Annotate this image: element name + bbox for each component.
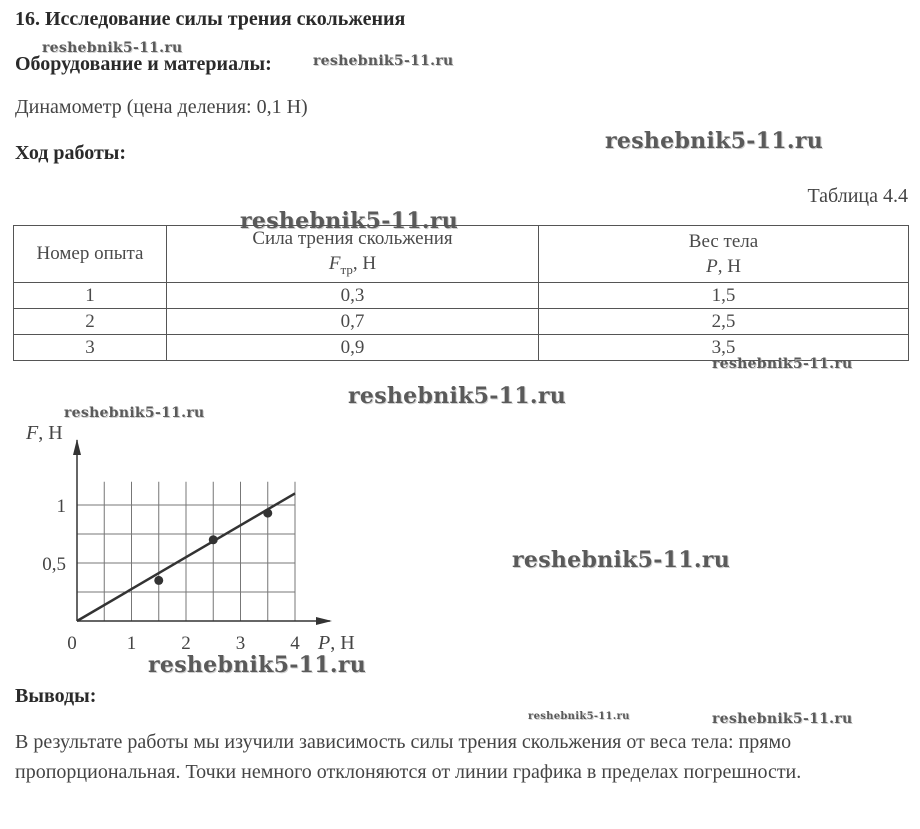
x-axis-label: P, Н (318, 632, 355, 654)
equipment-heading: Оборудование и материалы: (15, 53, 272, 75)
watermark: reshebnik5-11.ru (240, 208, 459, 234)
x-tick-label: 2 (181, 633, 191, 654)
cell-number: 1 (14, 282, 167, 308)
cell-friction: 0,7 (167, 308, 539, 334)
y-tick-label: 0,5 (42, 554, 66, 575)
x-tick-label: 3 (235, 633, 246, 654)
x-tick-label: 0 (67, 633, 77, 654)
chart-axis-labels (25, 422, 355, 654)
watermark: reshebnik5-11.ru (42, 40, 183, 56)
col-header-friction-title: Сила трения скольжения (252, 228, 453, 249)
watermark: reshebnik5-11.ru (313, 53, 454, 69)
conclusion-text: В результате работы мы изучили зависимость силы трения скольжения от веса тела: прямо пропорциональная. Точки немного отклоняются от линии графика в пределах погрешности. (15, 731, 802, 783)
watermark: reshebnik5-11.ru (528, 711, 630, 722)
table-caption: Таблица 4.4 (807, 185, 908, 207)
watermark: reshebnik5-11.ru (148, 652, 367, 678)
x-axis-arrow (316, 617, 332, 625)
table-header-row (14, 226, 909, 283)
page-title: 16. Исследование силы трения скольжения (15, 8, 406, 30)
col-header-weight-title: Вес тела (688, 230, 759, 252)
y-tick-label: 1 (56, 496, 66, 517)
chart-tick-labels (42, 496, 300, 654)
cell-number: 2 (14, 308, 167, 334)
watermark: reshebnik5-11.ru (64, 405, 205, 421)
equipment-text: Динамометр (цена деления: 0,1 Н) (15, 96, 308, 118)
cell-friction: 0,3 (167, 282, 539, 308)
col-header-weight-unit: P, Н (706, 255, 741, 277)
col-header-friction (167, 226, 539, 283)
procedure-heading: Ход работы: (15, 142, 127, 164)
data-table (13, 225, 909, 361)
x-tick-label: 4 (290, 633, 300, 654)
chart-axes (73, 439, 332, 625)
cell-weight: 1,5 (539, 282, 909, 308)
watermark: reshebnik5-11.ru (348, 383, 567, 409)
cell-number: 3 (14, 334, 167, 360)
watermark: reshebnik5-11.ru (512, 547, 731, 573)
cell-friction: 0,9 (167, 334, 539, 360)
table-row (14, 308, 909, 334)
y-axis-arrow (73, 439, 81, 455)
data-point (154, 576, 163, 585)
friction-chart (0, 415, 420, 660)
data-point (263, 509, 272, 518)
cell-weight: 2,5 (539, 308, 909, 334)
chart-grid (77, 482, 295, 621)
cell-weight: 3,5 (539, 334, 909, 360)
table-row (14, 282, 909, 308)
watermark: reshebnik5-11.ru (605, 128, 824, 154)
col-header-weight (539, 226, 909, 283)
col-header-number: Номер опыта (14, 226, 167, 283)
col-header-friction-unit: $F_{тр}$, Н (328, 253, 377, 277)
x-tick-label: 1 (126, 633, 137, 654)
data-point (209, 535, 218, 544)
y-axis-label: F, Н (26, 422, 63, 444)
watermark: reshebnik5-11.ru (712, 356, 853, 372)
watermark: reshebnik5-11.ru (712, 711, 853, 727)
conclusion-heading: Выводы: (15, 685, 97, 707)
